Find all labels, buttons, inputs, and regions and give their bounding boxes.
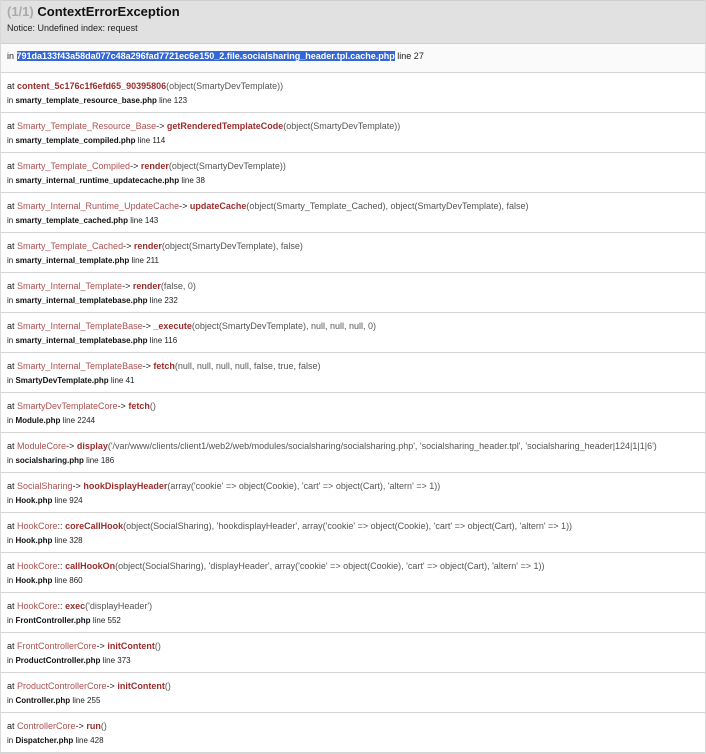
trace-frame [1, 393, 705, 433]
frame-at-label: at [7, 681, 18, 691]
frame-call-operator: -> [75, 721, 84, 731]
frame-file: Hook.php [15, 496, 53, 505]
frame-file: smarty_internal_templatebase.php [15, 336, 148, 345]
frame-call-operator: -> [142, 321, 151, 331]
in-label: in [7, 456, 14, 465]
frame-args: (object(Smarty_Template_Cached), object(SmartyDevTemplate), false) [246, 201, 529, 211]
frame-args: () [154, 641, 161, 651]
frame-line: line 211 [131, 256, 159, 265]
frame-line: line 232 [149, 296, 178, 305]
frame-file: smarty_internal_templatebase.php [15, 296, 148, 305]
in-label: in [7, 616, 14, 625]
frame-line: line 38 [181, 176, 205, 185]
frame-call-operator: -> [142, 361, 151, 371]
frame-class: FrontControllerCore [17, 641, 97, 651]
in-label: in [7, 696, 14, 705]
in-label: in [7, 136, 14, 145]
frame-call [7, 320, 699, 333]
frame-args: (object(SmartyDevTemplate), false) [161, 241, 303, 251]
frame-args: (object(SmartyDevTemplate), null, null, null, 0) [191, 321, 376, 331]
frame-args: () [100, 721, 107, 731]
frame-class: Smarty_Internal_TemplateBase [17, 321, 143, 331]
frame-function: initContent [117, 681, 165, 691]
frame-file: ProductController.php [15, 656, 101, 665]
in-label: in [7, 216, 14, 225]
frame-call [7, 560, 699, 573]
frame-line: line 373 [102, 656, 131, 665]
frame-at-label: at [7, 361, 18, 371]
frame-args: ('/var/www/clients/client1/web2/web/modules/socialsharing/socialsharing.php', 'socialsharing_header.tpl', 'socialsharing_header|124|1|1|6') [107, 441, 657, 451]
trace-frame [1, 113, 705, 153]
origin-location [7, 50, 699, 63]
frame-at-label: at [7, 641, 18, 651]
frame-location [7, 575, 699, 587]
frame-call [7, 600, 699, 613]
frame-call [7, 280, 699, 293]
in-label: in [7, 416, 14, 425]
frame-call-operator: -> [122, 281, 131, 291]
frame-at-label: at [7, 281, 18, 291]
frame-at-label: at [7, 721, 18, 731]
frame-file: smarty_template_resource_base.php [15, 96, 157, 105]
frame-file: smarty_internal_runtime_updatecache.php [15, 176, 180, 185]
origin-file-selected[interactable]: 791da133f43a58da077c48a296fad7721ec6e150_2.file.socialsharing_header.tpl.cache.php [16, 51, 395, 61]
in-label: in [7, 656, 14, 665]
frame-call [7, 640, 699, 653]
frame-location [7, 615, 699, 627]
frame-class: ProductControllerCore [17, 681, 107, 691]
frame-at-label: at [7, 441, 18, 451]
frame-class: Smarty_Template_Cached [17, 241, 124, 251]
frame-function: render [133, 241, 162, 251]
origin-line: line 27 [397, 51, 424, 61]
frame-line: line 328 [54, 536, 83, 545]
frame-file: smarty_template_compiled.php [15, 136, 136, 145]
trace-frame [1, 353, 705, 393]
frame-class: Smarty_Internal_TemplateBase [17, 361, 143, 371]
trace-frame [1, 433, 705, 473]
frame-at-label: at [7, 521, 18, 531]
in-label: in [7, 256, 14, 265]
frame-call [7, 520, 699, 533]
frame-call-operator: -> [106, 681, 115, 691]
frame-line: line 116 [149, 336, 178, 345]
frame-location [7, 735, 699, 747]
frame-class: ControllerCore [17, 721, 76, 731]
frame-function: updateCache [189, 201, 247, 211]
frame-call-operator: -> [117, 401, 126, 411]
exception-title [7, 4, 699, 19]
frame-location [7, 415, 699, 427]
exception-message: Notice: Undefined index: request [7, 23, 138, 33]
frame-function: render [140, 161, 169, 171]
exception-class: ContextErrorException [37, 4, 180, 19]
in-label: in [7, 576, 14, 585]
trace-frame [1, 513, 705, 553]
frame-class: Smarty_Template_Compiled [17, 161, 131, 171]
frame-function: hookDisplayHeader [83, 481, 168, 491]
in-label: in [7, 376, 14, 385]
frame-call-operator: -> [179, 201, 188, 211]
frame-function: exec [65, 601, 86, 611]
frame-function: _execute [153, 321, 192, 331]
frame-file: smarty_internal_template.php [15, 256, 130, 265]
trace-frame [1, 633, 705, 673]
frame-args: (array('cookie' => object(Cookie), 'cart' => object(Cart), 'altern' => 1)) [167, 481, 441, 491]
frame-line: line 2244 [62, 416, 96, 425]
frame-line: line 552 [92, 616, 121, 625]
frame-file: Module.php [15, 416, 61, 425]
frame-line: line 143 [130, 216, 159, 225]
in-label: in [7, 536, 14, 545]
frame-args: (object(SmartyDevTemplate)) [166, 81, 284, 91]
frame-file: Controller.php [15, 696, 71, 705]
frame-class: ModuleCore [17, 441, 67, 451]
frame-class: HookCore [17, 601, 58, 611]
frame-location [7, 215, 699, 227]
trace-frame [1, 553, 705, 593]
frame-args: (object(SmartyDevTemplate)) [168, 161, 286, 171]
frame-location [7, 295, 699, 307]
frame-call [7, 440, 699, 453]
frame-line: line 255 [72, 696, 101, 705]
in-label: in [7, 176, 14, 185]
frame-file: Hook.php [15, 536, 53, 545]
frame-args: (object(SocialSharing), 'displayHeader', array('cookie' => object(Cookie), 'cart' => object(Cart), 'altern' => 1)) [115, 561, 545, 571]
frame-call-operator: -> [96, 641, 105, 651]
trace-frame [1, 673, 705, 713]
frame-at-label: at [7, 601, 18, 611]
frame-line: line 41 [110, 376, 135, 385]
frame-function: run [86, 721, 101, 731]
frame-location [7, 375, 699, 387]
trace-frame [1, 713, 705, 753]
frame-line: line 428 [75, 736, 104, 745]
frame-at-label: at [7, 241, 18, 251]
frame-call [7, 680, 699, 693]
exception-header [1, 0, 705, 44]
frame-location [7, 695, 699, 707]
trace-frame [1, 273, 705, 313]
frame-function: callHookOn [65, 561, 116, 571]
in-label: in [7, 496, 14, 505]
trace-frame [1, 73, 705, 113]
frame-function: render [132, 281, 161, 291]
frame-call [7, 80, 699, 93]
in-label: in [7, 296, 14, 305]
in-label: in [7, 96, 14, 105]
frame-args: (object(SmartyDevTemplate)) [283, 121, 401, 131]
frame-function: fetch [153, 361, 175, 371]
frame-file: FrontController.php [15, 616, 91, 625]
trace-frame [1, 313, 705, 353]
frame-at-label: at [7, 121, 18, 131]
trace-frame [1, 153, 705, 193]
frame-location [7, 455, 699, 467]
frame-call-operator: :: [57, 561, 63, 571]
frame-call [7, 120, 699, 133]
frame-line: line 860 [54, 576, 83, 585]
frame-call-operator: -> [156, 121, 165, 131]
frame-function: display [76, 441, 108, 451]
in-label: in [7, 51, 15, 61]
trace-frame-origin [1, 44, 705, 73]
trace-frame [1, 233, 705, 273]
frame-call [7, 200, 699, 213]
frame-call-operator: -> [72, 481, 81, 491]
frame-args: ('displayHeader') [85, 601, 153, 611]
frame-function: initContent [107, 641, 155, 651]
frame-call-operator: :: [57, 601, 63, 611]
frame-location [7, 135, 699, 147]
frame-file: smarty_template_cached.php [15, 216, 128, 225]
frame-call-operator: -> [123, 241, 132, 251]
frame-function: getRenderedTemplateCode [166, 121, 284, 131]
frame-location [7, 95, 699, 107]
frame-args: (null, null, null, null, false, true, false) [174, 361, 321, 371]
frame-class: SocialSharing [17, 481, 73, 491]
frame-class: Smarty_Internal_Template [17, 281, 123, 291]
frame-class: SmartyDevTemplateCore [17, 401, 118, 411]
exception-count: (1/1) [7, 4, 34, 19]
in-label: in [7, 336, 14, 345]
trace-frame [1, 593, 705, 633]
frame-location [7, 535, 699, 547]
frame-line: line 123 [159, 96, 188, 105]
frame-location [7, 255, 699, 267]
frame-class: Smarty_Template_Resource_Base [17, 121, 157, 131]
frame-at-label: at [7, 481, 18, 491]
frame-line: line 924 [54, 496, 83, 505]
frame-args: () [164, 681, 171, 691]
frame-function: fetch [128, 401, 150, 411]
frame-call [7, 240, 699, 253]
frame-file: socialsharing.php [15, 456, 84, 465]
frame-call [7, 480, 699, 493]
frame-file: Dispatcher.php [15, 736, 74, 745]
frame-args: (object(SocialSharing), 'hookdisplayHeader', array('cookie' => object(Cookie), 'cart' => object(Cart), 'altern' => 1)) [123, 521, 573, 531]
frame-location [7, 655, 699, 667]
frame-at-label: at [7, 81, 18, 91]
frame-at-label: at [7, 201, 18, 211]
frame-call-operator: :: [57, 521, 63, 531]
frame-args: (false, 0) [160, 281, 196, 291]
frame-function: coreCallHook [65, 521, 124, 531]
frame-call-operator: -> [66, 441, 75, 451]
frame-class: Smarty_Internal_Runtime_UpdateCache [17, 201, 180, 211]
frame-call [7, 160, 699, 173]
frame-line: line 186 [86, 456, 115, 465]
frame-args: () [149, 401, 156, 411]
in-label: in [7, 736, 14, 745]
frame-class: HookCore [17, 561, 58, 571]
frame-call [7, 400, 699, 413]
frame-location [7, 495, 699, 507]
frame-file: Hook.php [15, 576, 53, 585]
frame-at-label: at [7, 401, 18, 411]
frame-call-operator: -> [130, 161, 139, 171]
frame-call [7, 720, 699, 733]
frame-location [7, 335, 699, 347]
frame-at-label: at [7, 321, 18, 331]
frame-file: SmartyDevTemplate.php [15, 376, 109, 385]
frame-at-label: at [7, 161, 18, 171]
frame-call [7, 360, 699, 373]
frame-class: HookCore [17, 521, 58, 531]
frame-at-label: at [7, 561, 18, 571]
trace-frames [1, 73, 705, 753]
frame-line: line 114 [137, 136, 166, 145]
trace-frame [1, 193, 705, 233]
frame-function: content_5c176c1f6efd65_90395806 [17, 81, 167, 91]
trace-frame [1, 473, 705, 513]
frame-location [7, 175, 699, 187]
